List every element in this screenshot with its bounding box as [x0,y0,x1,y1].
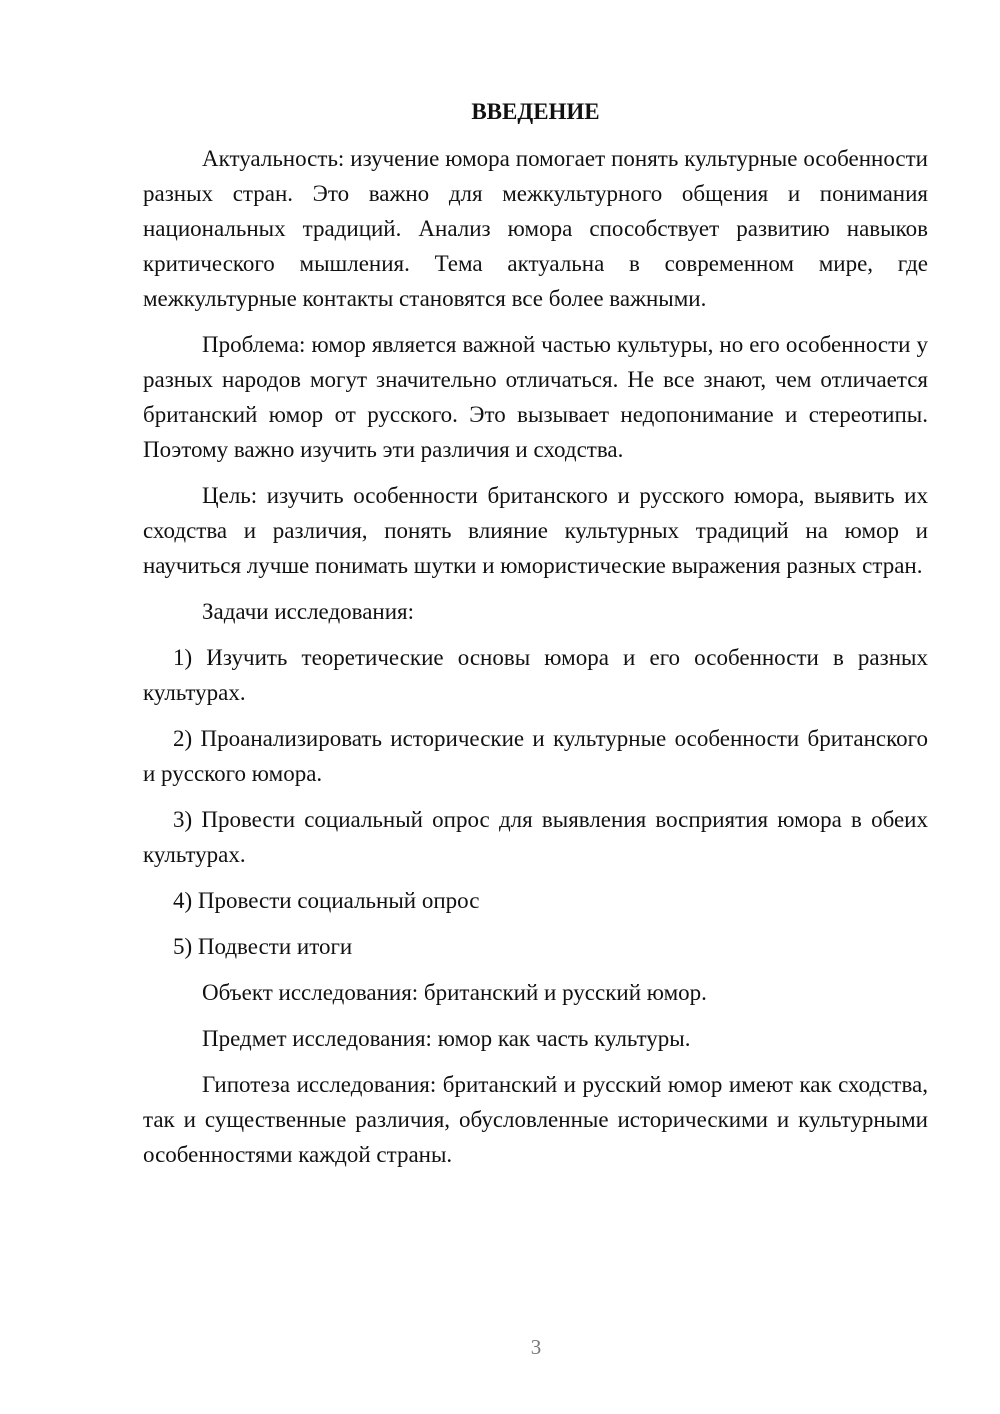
page-title: ВВЕДЕНИЕ [471,99,600,124]
tasks-heading: Задачи исследования: [202,599,415,624]
relevance-paragraph: Актуальность: изучение юмора помогает понять культурные особенности разных стран. Это важно для межкультурного общения и понимания национальных традиций. Анализ юмора способствует развитию навыков критического мышления. Тема актуальна в современном мире, где межкультурные контакты становятся все более важными. [143,146,928,311]
research-object: Объект исследования: британский и русский юмор. [202,980,707,1005]
task-item-3: 3) Провести социальный опрос для выявления восприятия юмора в обеих культурах. [143,807,928,867]
task-item-1: 1) Изучить теоретические основы юмора и его особенности в разных культурах. [143,645,928,705]
task-item-4: 4) Провести социальный опрос [173,888,480,913]
task-item-5: 5) Подвести итоги [173,934,353,959]
document-body [143,94,928,1183]
research-hypothesis: Гипотеза исследования: британский и русский юмор имеют как сходства, так и существенные различия, обусловленные историческими и культурными особенностями каждой страны. [143,1072,928,1167]
goal-paragraph: Цель: изучить особенности британского и русского юмора, выявить их сходства и различия, понять влияние культурных традиций на юмор и научиться лучше понимать шутки и юмористические выражения разных стран. [143,483,928,578]
research-subject: Предмет исследования: юмор как часть культуры. [202,1026,691,1051]
page-number: 3 [530,1335,542,1359]
task-item-2: 2) Проанализировать исторические и культурные особенности британского и русского юмора. [143,726,928,786]
problem-paragraph: Проблема: юмор является важной частью культуры, но его особенности у разных народов могут значительно отличаться. Не все знают, чем отличается британский юмор от русского. Это вызывает недопонимание и стереотипы. Поэтому важно изучить эти различия и сходства. [143,332,928,462]
